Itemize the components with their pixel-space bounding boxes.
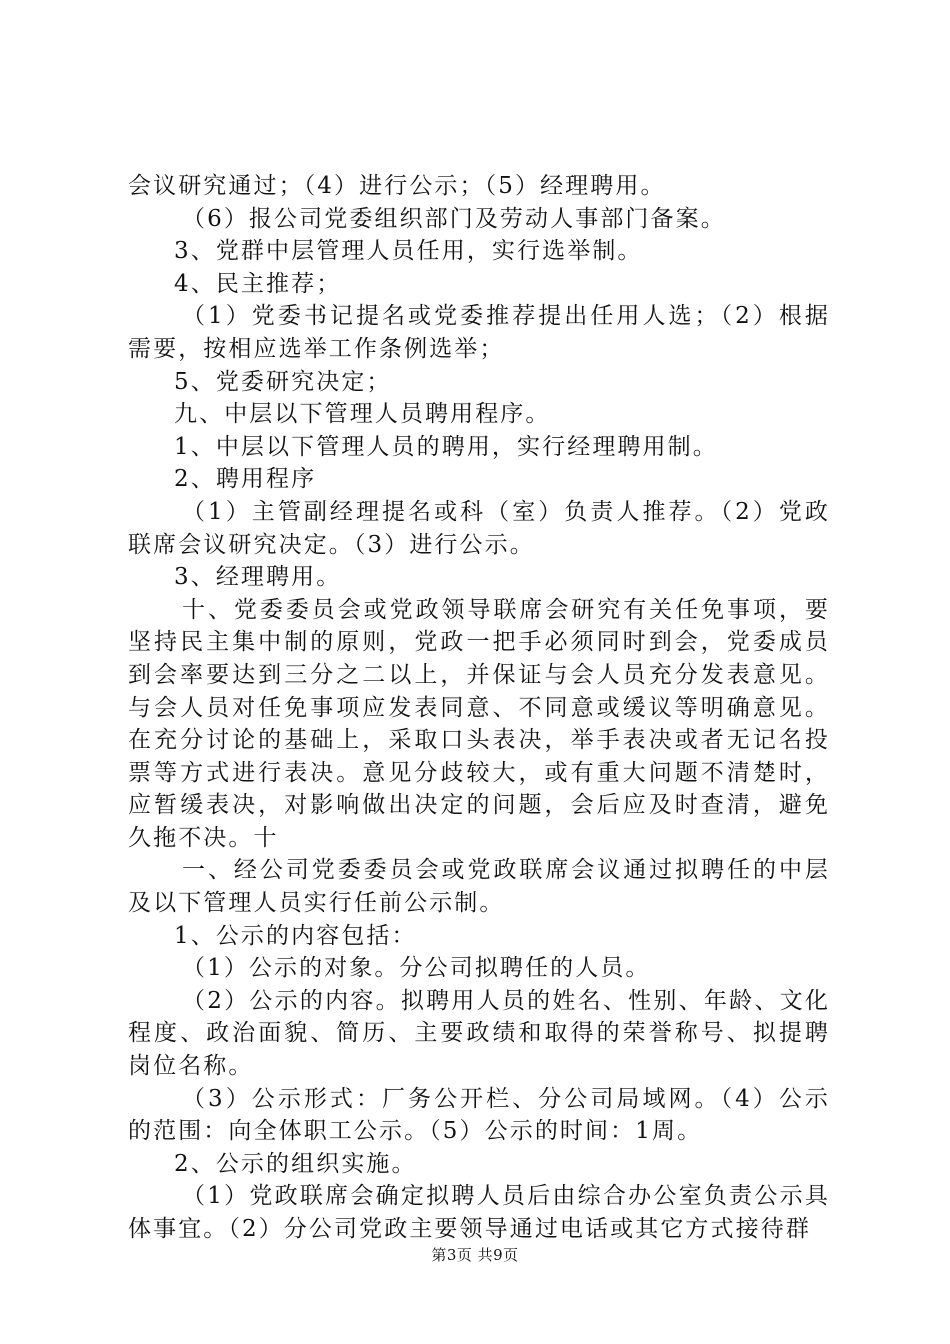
document-body [128, 170, 830, 1246]
paragraph: （3）公示形式：厂务公开栏、分公司局域网。（4）公示的范围：向全体职工公示。（5）公示的时间：1周。 [128, 1085, 830, 1145]
paragraph: 1、中层以下管理人员的聘用，实行经理聘用制。 [174, 433, 718, 460]
paragraph: （6）报公司党委组织部门及劳动人事部门备案。 [182, 205, 726, 232]
paragraph: 十、党委委员会或党政领导联席会研究有关任免事项，要坚持民主集中制的原则，党政一把手必须同时到会，党委成员到会率要达到三分之二以上，并保证与会人员充分发表意见。与会人员对任免事项应发表同意、不同意或缓议等明确意见。在充分讨论的基础上，采取口头表决，举手表决或者无记名投票等方式进行表决。意见分歧较大，或有重大问题不清楚时，应暂缓表决，对影响做出决定的问题，会后应及时查清，避免久拖不决。十 [128, 596, 830, 851]
paragraph: 一、经公司党委委员会或党政联席会议通过拟聘任的中层及以下管理人员实行任前公示制。 [128, 857, 830, 917]
paragraph: 3、党群中层管理人员任用，实行选举制。 [174, 238, 643, 265]
paragraph: （1）主管副经理提名或科（室）负责人推荐。（2）党政联席会议研究决定。（3）进行公示。 [128, 498, 830, 558]
paragraph: 2、聘用程序 [174, 466, 317, 493]
paragraph: 会议研究通过；（4）进行公示；（5）经理聘用。 [128, 173, 666, 199]
paragraph: 2、公示的组织实施。 [174, 1150, 417, 1177]
paragraph: （2）公示的内容。拟聘用人员的姓名、性别、年龄、文化程度、政治面貌、简历、主要政绩和取得的荣誉称号、拟提聘岗位名称。 [128, 987, 830, 1080]
page-footer: 第3页 共9页 [431, 1246, 519, 1264]
paragraph: 3、经理聘用。 [174, 564, 342, 591]
paragraph: （1）公示的对象。分公司拟聘任的人员。 [182, 955, 651, 982]
paragraph: 5、党委研究决定； [174, 368, 392, 395]
paragraph: 4、民主推荐； [174, 270, 342, 297]
paragraph: （1）党政联席会确定拟聘人员后由综合办公室负责公示具体事宜。（2）分公司党政主要领导通过电话或其它方式接待群 [128, 1183, 830, 1242]
paragraph: 1、公示的内容包括： [174, 922, 417, 949]
paragraph: （1）党委书记提名或党委推荐提出任用人选；（2）根据需要，按相应选举工作条例选举； [128, 303, 830, 362]
section-heading: 九、中层以下管理人员聘用程序。 [174, 401, 551, 428]
